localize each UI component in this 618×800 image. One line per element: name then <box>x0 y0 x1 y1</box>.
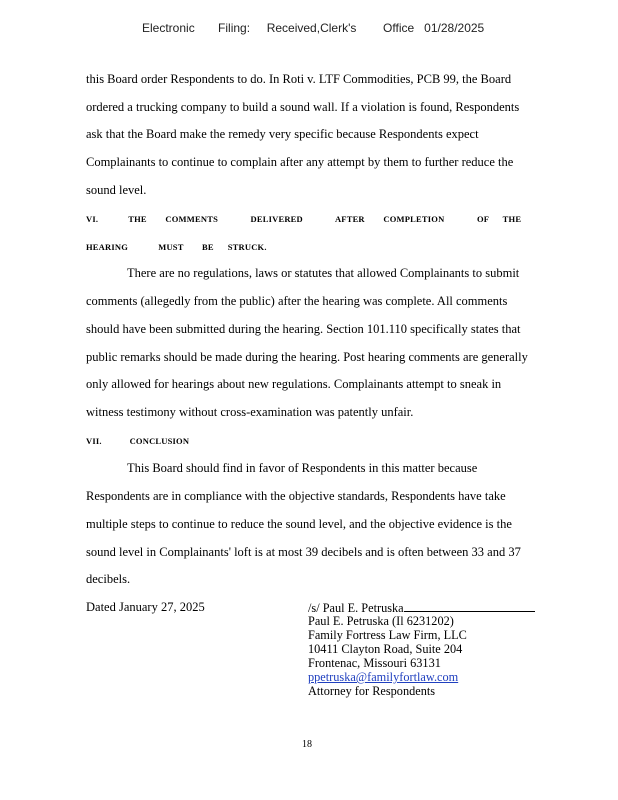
body-line: ordered a trucking company to build a sound wall. If a violation is found, Respondents <box>86 100 520 114</box>
body-line: public remarks should be made during the hearing. Post hearing comments are generally <box>86 350 528 364</box>
body-line: There are no regulations, laws or statutes that allowed Complainants to submit <box>127 266 520 280</box>
body-line: sound level. <box>86 183 147 197</box>
section-heading-vii: VII. CONCLUSION <box>86 436 190 446</box>
body-line: comments (allegedly from the public) after the hearing was complete. All comments <box>86 294 508 308</box>
city-line: Frontenac, Missouri 63131 <box>308 656 441 670</box>
role-line: Attorney for Respondents <box>308 684 436 698</box>
firm-name: Family Fortress Law Firm, LLC <box>308 628 467 642</box>
date-line: Dated January 27, 2025 <box>86 600 205 614</box>
attorney-name: Paul E. Petruska (Il 6231202) <box>308 614 454 628</box>
body-line: should have been submitted during the hearing. Section 101.110 specifically states that <box>86 322 521 336</box>
email-line <box>308 671 458 685</box>
body-line: ask that the Board make the remedy very specific because Respondents expect <box>86 127 479 141</box>
body-line: This Board should find in favor of Respondents in this matter because <box>127 461 478 475</box>
signature-text: /s/ Paul E. Petruska <box>308 601 404 615</box>
section-heading-vi: VI. THE COMMENTS DELIVERED AFTER COMPLETION OF THE <box>86 214 522 224</box>
body-line: witness testimony without cross-examination was patently unfair. <box>86 405 414 419</box>
body-line: Respondents are in compliance with the objective standards, Respondents have take <box>86 489 506 503</box>
body-line: decibels. <box>86 572 131 586</box>
address-line: 10411 Clayton Road, Suite 204 <box>308 642 463 656</box>
email-link[interactable]: ppetruska@familyfortlaw.com <box>308 670 459 684</box>
body-line: sound level in Complainants' loft is at most 39 decibels and is often between 33 and 37 <box>86 545 521 559</box>
body-line: only allowed for hearings about new regulations. Complainants attempt to sneak in <box>86 377 502 391</box>
signature-underline <box>404 601 535 612</box>
body-line: Complainants to continue to complain after any attempt by them to further reduce the <box>86 155 514 169</box>
page-number: 18 <box>302 739 312 750</box>
body-line: multiple steps to continue to reduce the sound level, and the objective evidence is the <box>86 517 512 531</box>
section-heading-vi-cont: HEARING MUST BE STRUCK. <box>86 242 267 252</box>
filing-stamp: Electronic Filing: Received,Clerk's Office 01/28/2025 <box>142 21 485 35</box>
body-line: this Board order Respondents to do. In Roti v. LTF Commodities, PCB 99, the Board <box>86 72 512 86</box>
